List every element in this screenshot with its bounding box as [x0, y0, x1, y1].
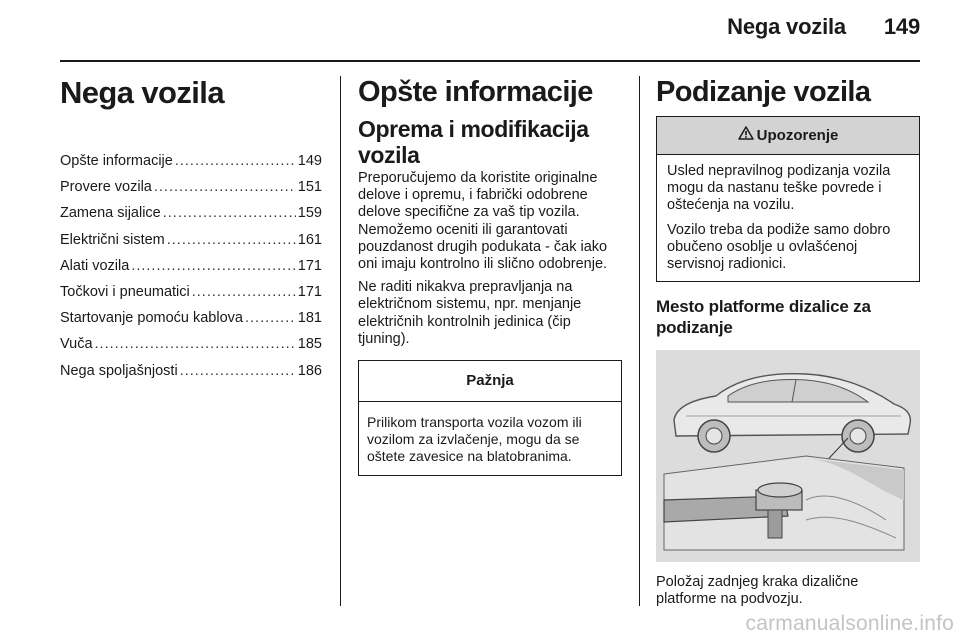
toc-entry[interactable]: [60, 307, 322, 330]
toc-entry-label: Točkovi i pneumatici: [60, 283, 190, 300]
toc-leader-dots: [154, 176, 296, 199]
warning-body: [657, 155, 919, 281]
table-of-contents: [60, 150, 322, 383]
toc-entry-page: 185: [297, 336, 322, 353]
toc-entry-page: 161: [297, 231, 322, 248]
warning-header: [657, 117, 919, 155]
watermark: carmanualsonline.info: [745, 612, 954, 635]
warning-paragraph: Vozilo treba da podiže samo dobro obučeno osoblje u ovlašćenoj servisnoj radionici.: [667, 221, 891, 273]
toc-entry-label: Električni sistem: [60, 231, 165, 248]
toc-entry-page: 181: [297, 310, 322, 327]
toc-entry[interactable]: [60, 202, 322, 225]
body-paragraph: Preporučujemo da koristite originalne delove i opremu, i fabrički odobrene delove specifične za vaš tip vozila. Nemožemo oceniti ili garantovati pouzdanost drugih podukata - čak iako oni imaju kontrolno ili slično odobrenje.: [358, 170, 608, 273]
toc-leader-dots: [245, 307, 296, 330]
toc-entry[interactable]: [60, 229, 322, 252]
toc-entry-page: 159: [297, 205, 322, 222]
toc-entry[interactable]: [60, 360, 322, 383]
toc-entry-page: 186: [297, 362, 322, 379]
toc-leader-dots: [180, 360, 296, 383]
toc-entry[interactable]: [60, 333, 322, 356]
warning-triangle-icon: [738, 126, 754, 144]
column-divider-1: [340, 76, 341, 606]
toc-entry-page: 171: [297, 283, 322, 300]
notice-box: [358, 360, 622, 476]
toc-entry[interactable]: [60, 281, 322, 304]
toc-entry[interactable]: [60, 176, 322, 199]
column-chapter-contents: [60, 76, 322, 386]
section-title: Opšte informacije: [358, 76, 593, 108]
toc-entry-label: Alati vozila: [60, 257, 130, 274]
column-vehicle-lifting: [656, 76, 920, 609]
car-lift-point-illustration: [656, 350, 920, 562]
toc-leader-dots: [192, 281, 296, 304]
toc-entry[interactable]: [60, 255, 322, 278]
warning-box: [656, 116, 920, 282]
column-general-information: [358, 76, 622, 476]
toc-entry-label: Startovanje pomoću kablova: [60, 310, 243, 327]
toc-entry-label: Vuča: [60, 336, 93, 353]
notice-text: Prilikom transporta vozila vozom ili vozilom za izvlačenje, mogu da se oštete zavesice na blatobranima.: [367, 414, 582, 465]
body-paragraph: Ne raditi nikakva prepravljanja na električnom sistemu, npr. menjanje električnih kontrolnih jedinica (čip tjuning).: [358, 279, 582, 347]
toc-leader-dots: [163, 202, 296, 225]
toc-entry-label: Opšte informacije: [60, 153, 173, 169]
chapter-title: Nega vozila: [60, 75, 224, 110]
toc-entry-page: 171: [297, 257, 322, 274]
toc-leader-dots: [95, 333, 296, 356]
subheading: Mesto platforme dizalice za podizanje: [656, 297, 871, 338]
header-rule: [60, 60, 920, 62]
toc-entry-page: 151: [297, 179, 322, 196]
warning-heading: Upozorenje: [756, 126, 839, 144]
section-title: Podizanje vozila: [656, 76, 871, 108]
toc-entry-label: Nega spoljašnjosti: [60, 362, 178, 379]
running-header: [727, 14, 920, 40]
figure-caption: Položaj zadnjeg kraka dizalične platforme na podvozju.: [656, 574, 859, 608]
notice-heading: Pažnja: [359, 361, 621, 402]
toc-leader-dots: [167, 229, 296, 252]
column-divider-2: [639, 76, 640, 606]
toc-entry-label: Provere vozila: [60, 179, 152, 196]
toc-leader-dots: [131, 255, 295, 278]
toc-entry-page: 149: [297, 153, 322, 169]
subsection-title: Oprema i modifikacija vozila: [358, 116, 589, 168]
toc-leader-dots: [175, 150, 296, 173]
toc-entry[interactable]: [60, 150, 322, 173]
toc-entry-label: Zamena sijalice: [60, 205, 161, 222]
warning-paragraph: Usled nepravilnog podizanja vozila mogu da nastanu teške povrede i oštećenja na vozilu.: [667, 163, 891, 214]
page-number: 149: [883, 14, 920, 39]
running-header-title: Nega vozila: [727, 14, 846, 39]
